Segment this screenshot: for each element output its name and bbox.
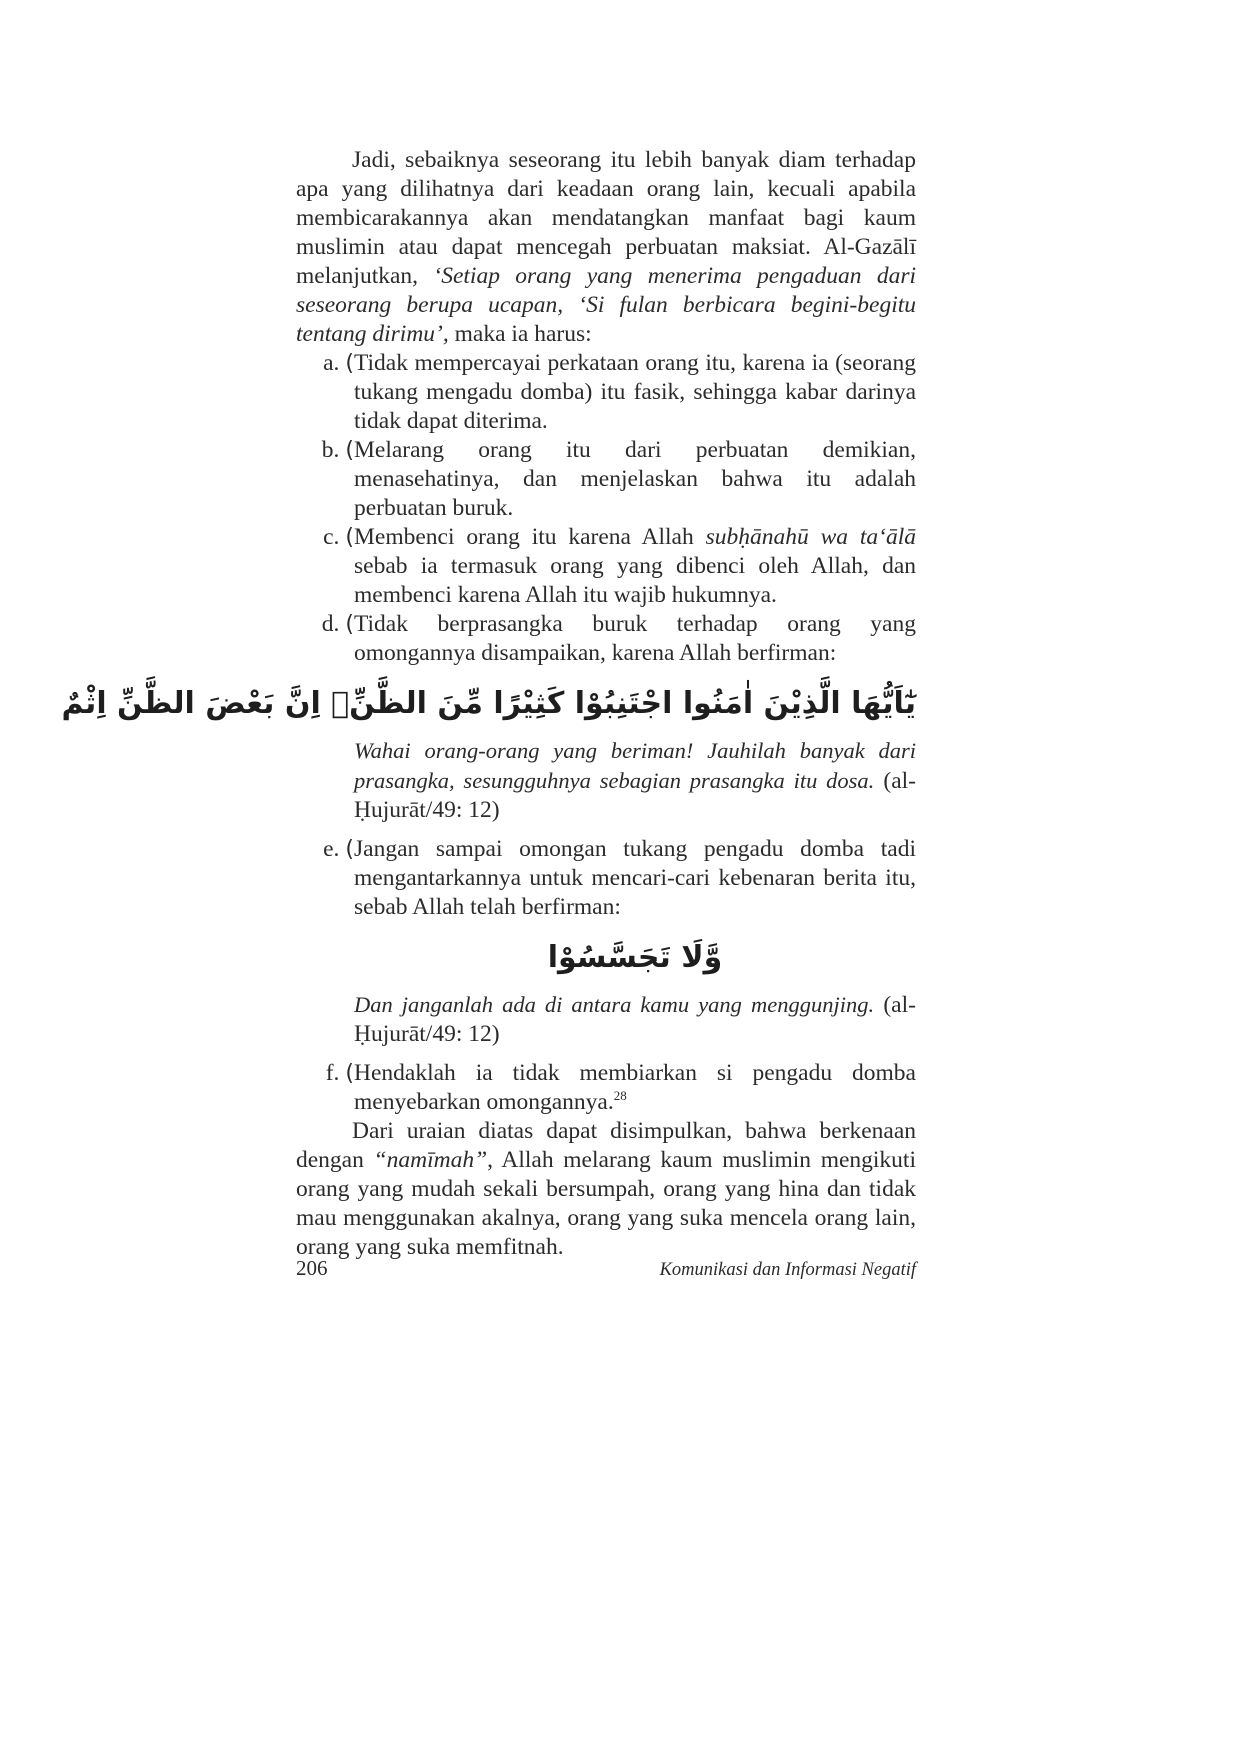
list-item-e: e. ( Jangan sampai omongan tukang pengadu domba tadi mengantarkannya untuk mencari-cari kebenaran berita itu, sebab Allah telah berfirman: [323,836,916,920]
list-of-obligations [296,349,916,668]
list-item-b: b. ( Melarang orang itu dari perbuatan demikian, menasehatinya, dan menjelaskan bahwa itu adalah perbuatan buruk. [321,437,916,521]
list-item-d: d. ( Tidak berprasangka buruk terhadap orang yang omongannya disampaikan, karena Allah berfirman: [321,611,916,666]
verse-citation-2: (al-Ḥujurāt/49: 12) [354,992,916,1047]
namimah-term: “namīmah” [373,1147,488,1173]
list-item-c: c. ( Membenci orang itu karena Allah subḥānahū wa ta‘ālā sebab ia termasuk orang yang dibenci oleh Allah, dan membenci karena Allah itu wajib hukumnya. [323,524,916,608]
body-text [61,146,916,1262]
ghazali-quote: ‘Setiap orang yang menerima pengaduan dari seseorang berupa ucapan, ‘Si fulan berbicara begini-begitu tentang dirimu’, [296,263,916,347]
closing-paragraph: Dari uraian diatas dapat disimpulkan, bahwa berkenaan dengan “namīmah”, Allah melarang kaum muslimin mengikuti orang yang mudah sekali bersumpah, orang yang hina dan tidak mau menggunakan akalnya, orang yang suka mencela orang lain, orang yang suka memfitnah. [296,1118,916,1260]
page-footer [296,1256,916,1281]
page-number: 206 [296,1256,328,1280]
list-item-a: a. ( Tidak mempercayai perkataan orang itu, karena ia (seorang tukang mengadu domba) itu fasik, sehingga kabar darinya tidak dapat diterima. [323,350,916,434]
intro-paragraph: Jadi, sebaiknya seseorang itu lebih banyak diam terhadap apa yang dilihatnya dari keadaan orang lain, kecuali apabila membicarakannya akan mendatangkan manfaat bagi kaum muslimin atau dapat mencegah perbuatan maksiat. Al-Gazālī melanjutkan, ‘Setiap orang yang menerima pengaduan dari seseorang berupa ucapan, ‘Si fulan berbicara begini-begitu tentang dirimu’, maka ia harus: [296,147,916,347]
verse-translation-2: Dan janganlah ada di antara kamu yang menggunjing. (al-Ḥujurāt/49: 12) [354,992,916,1047]
running-title: Komunikasi dan Informasi Negatif [659,1260,916,1280]
verse-citation-1: (al-Ḥujurāt/49: 12) [354,768,916,823]
list-of-obligations-end [296,1059,916,1117]
quran-verse-arabic-1: يٰٓاَيُّهَا الَّذِيْنَ اٰمَنُوا اجْتَنِبُوْا كَثِيْرًا مِّنَ الظَّنِّۖ اِنَّ بَعْضَ الظَّنِّ اِثْمٌ [61,686,916,721]
list-item-f: f. ( Hendaklah ia tidak membiarkan si pengadu domba menyebarkan omongannya.$^{28}$ [325,1060,916,1115]
list-of-obligations-cont [296,835,916,922]
arabic-term: subḥānahū wa ta‘ālā [705,524,916,550]
footnote-reference: 28 [613,1088,627,1104]
quran-verse-arabic-2: وَّلَا تَجَسَّسُوْا [547,940,723,975]
verse-translation-1: Wahai orang-orang yang beriman! Jauhilah banyak dari prasangka, sesungguhnya sebagian prasangka itu dosa. (al-Ḥujurāt/49: 12) [354,738,916,823]
